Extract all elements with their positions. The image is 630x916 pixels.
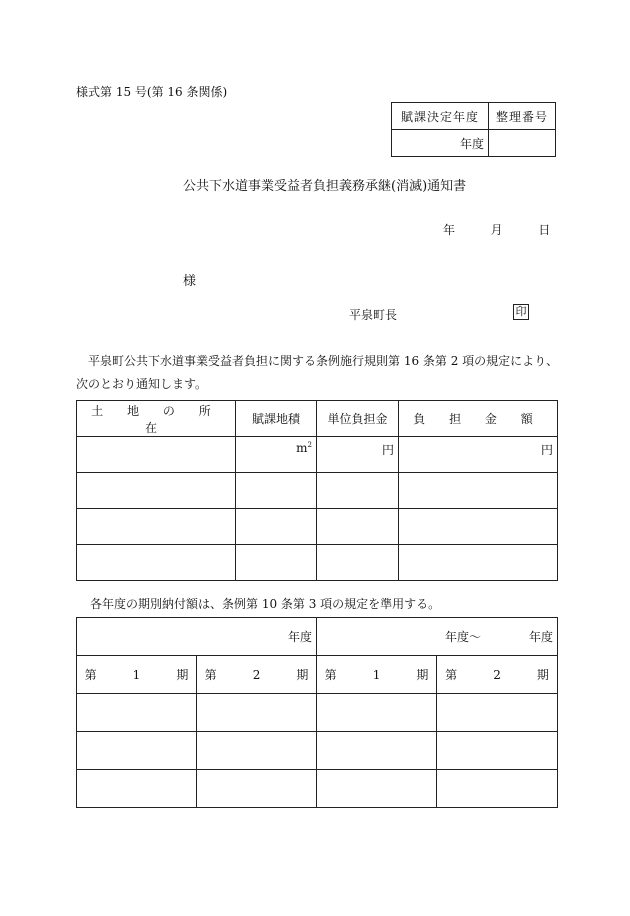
charge-amount-cell[interactable]: [399, 545, 558, 581]
fiscal-year-right[interactable]: [317, 618, 558, 656]
table-row: [77, 437, 558, 473]
installment-cell[interactable]: [437, 694, 558, 732]
table-row: [77, 545, 558, 581]
table-row: [77, 694, 558, 732]
fiscal-year-from: 年度～: [444, 630, 481, 644]
addressee-suffix: 様: [183, 274, 197, 289]
charge-table: [76, 400, 558, 581]
unit-charge-cell[interactable]: 円: [317, 437, 399, 473]
installment-cell[interactable]: [317, 694, 437, 732]
assessed-area-cell[interactable]: [236, 509, 317, 545]
period-header: 第 1 期: [317, 656, 437, 694]
installment-note: 各年度の期別納付額は、条例第 10 条第 3 項の規定を準用する。: [90, 597, 441, 611]
land-location-cell[interactable]: [77, 437, 236, 473]
assessment-year-field[interactable]: 年度: [392, 130, 489, 157]
table-row: [77, 732, 558, 770]
charge-amount-header: 負 担 金 額: [399, 401, 558, 437]
land-location-cell[interactable]: [77, 509, 236, 545]
fiscal-year-left[interactable]: 年度: [77, 618, 317, 656]
installment-cell[interactable]: [77, 694, 197, 732]
charge-amount-cell[interactable]: [399, 509, 558, 545]
assessment-year-header: 賦課決定年度: [392, 103, 489, 130]
period-header: 第 2 期: [197, 656, 317, 694]
fiscal-year-to: 年度: [529, 630, 554, 644]
assessed-area-cell[interactable]: [236, 473, 317, 509]
unit-charge-cell[interactable]: [317, 509, 399, 545]
table-row: [77, 509, 558, 545]
installment-cell[interactable]: [317, 732, 437, 770]
installment-cell[interactable]: [437, 770, 558, 808]
period-header: 第 1 期: [77, 656, 197, 694]
installment-cell[interactable]: [197, 732, 317, 770]
date-month: 月: [490, 223, 503, 237]
installment-cell[interactable]: [317, 770, 437, 808]
table-row: [77, 473, 558, 509]
assessed-area-cell[interactable]: [236, 545, 317, 581]
installment-cell[interactable]: [437, 732, 558, 770]
unit-charge-cell[interactable]: [317, 545, 399, 581]
installment-cell[interactable]: [77, 732, 197, 770]
date-line: [443, 221, 550, 238]
period-header: 第 2 期: [437, 656, 558, 694]
assessed-area-cell[interactable]: $m^2$: [236, 437, 317, 473]
form-number: 様式第 15 号(第 16 条関係): [76, 85, 228, 99]
assessed-area-header: 賦課地積: [236, 401, 317, 437]
seal-mark: 印: [513, 304, 529, 320]
land-location-cell[interactable]: [77, 545, 236, 581]
installment-cell[interactable]: [197, 770, 317, 808]
date-year: 年: [443, 223, 456, 237]
issuer-name: 平泉町長: [349, 308, 398, 322]
reference-table: [391, 102, 556, 157]
unit-charge-header: 単位負担金: [317, 401, 399, 437]
document-title: 公共下水道事業受益者負担義務承継(消滅)通知書: [183, 179, 467, 194]
date-day: 日: [538, 223, 551, 237]
reference-number-field[interactable]: [489, 130, 556, 157]
land-location-cell[interactable]: [77, 473, 236, 509]
table-row: [77, 770, 558, 808]
charge-amount-cell[interactable]: [399, 473, 558, 509]
unit-charge-cell[interactable]: [317, 473, 399, 509]
installment-cell[interactable]: [197, 694, 317, 732]
land-location-header: 土 地 の 所 在: [77, 401, 236, 437]
installment-cell[interactable]: [77, 770, 197, 808]
installment-table: [76, 617, 558, 808]
reference-number-header: 整理番号: [489, 103, 556, 130]
charge-amount-cell[interactable]: 円: [399, 437, 558, 473]
body-text: 平泉町公共下水道事業受益者負担に関する条例施行規則第 16 条第 2 項の規定により、次のとおり通知します。: [76, 354, 559, 391]
